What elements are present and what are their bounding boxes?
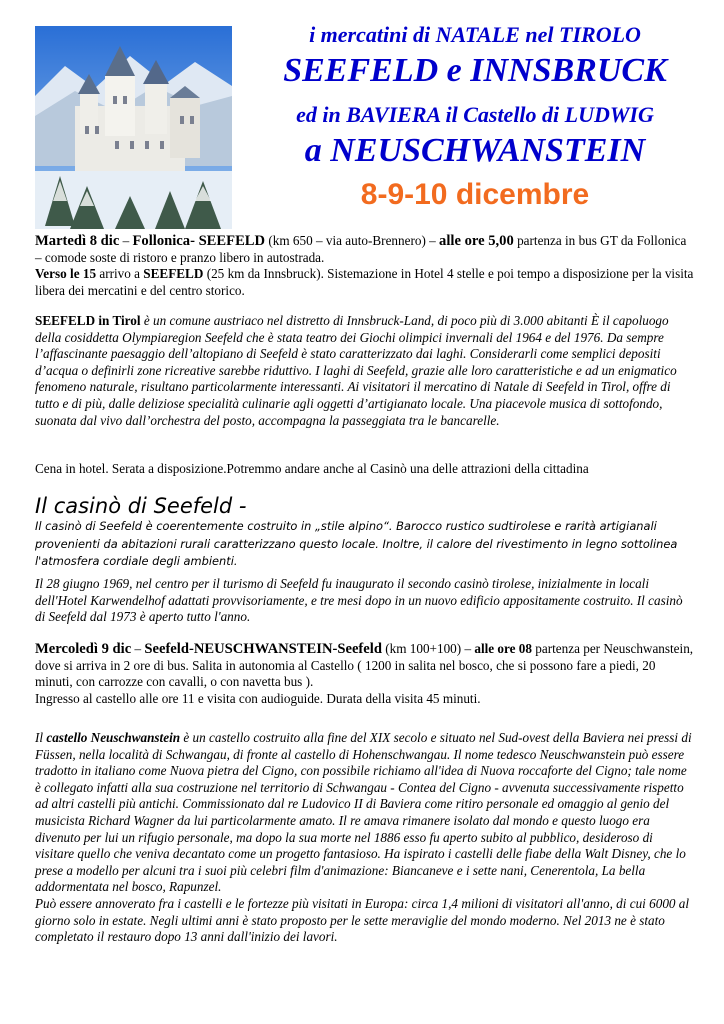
- day2-date: Mercoledì 9 dic: [35, 641, 132, 657]
- castle-photo: [35, 26, 232, 229]
- header-title-neuschwanstein: a NEUSCHWANSTEIN: [304, 132, 646, 169]
- day2-sep: –: [131, 641, 145, 656]
- seefeld-description: [35, 313, 695, 429]
- castle-description: [35, 730, 695, 946]
- day1-arrival-time: Verso le 15: [35, 266, 97, 282]
- day2-paragraph: [35, 641, 695, 707]
- day1-details: partenza in bus GT da Follonica – comode soste di ristoro e pranzo libero in autostrada.: [35, 233, 687, 265]
- day1-date: Martedì 8 dic: [35, 233, 120, 249]
- day2-entry: Ingresso al castello alle ore 11 e visita con audioguide. Durata della visita 45 minuti.: [35, 690, 481, 706]
- trip-dates: 8-9-10 dicembre: [360, 178, 590, 211]
- day2-route: Seefeld-NEUSCHWANSTEIN-Seefeld: [144, 641, 382, 657]
- castle-text: è un castello costruito alla fine del XIX secolo e situato nel Sud-ovest della Baviera nei pressi di Füssen, nella località di Schwangau, di fronte al castello di Hohenschwangau. Il nome tedesco Neuschwanstein può essere tradotto in italiano come Nuova pietra del Cigno, con possibile richiamo all'idea di Nuova roccaforte del Cigno; tale nome è collegato infatti alla sua costruzione nel territorio di Schwangau - Contea del Cigno - avvenuta successivamente rispetto ad altri castelli più antichi. Commissionato dal re Ludovico II di Baviera come ritiro personale ed omaggio al genio del musicista Richard Wagner da lui particolarmente amato. Il re amava rimanere isolato dal mondo e questo luogo era divenuto per lui un rifugio personale, ma dopo la sua morte nel 1886 esso fu aperto subito al pubblico, desideroso di visitare quello che veniva decantato come un progetto fantasioso. Ha ispirato i castelli delle fiabe della Walt Disney, che lo prese a modello per alcuni tra i suoi più celebri film d'animazione: Biancaneve e i sette nani, Cenerentola, La bella addormentata nel bosco, Rapunzel.: [35, 730, 692, 895]
- seefeld-text: è un comune austriaco nel distretto di Innsbruck-Land, di poco più di 3.000 abitanti È il capoluogo della cosiddetta Olympiaregion Seefeld che è stata teatro dei Giochi olimpici invernali del 1964 e del 1976. Da sempre l’affascinante paesaggio dell’altopiano di Seefeld è stato caratterizzato dai laghi. Considerarli come semplici depositi d’acqua o definirli zone ricreative sarebbe riduttivo. I laghi di Seefeld, grazie alle loro caratteristiche e ad un enigmatico fenomeno naturale, risultano particolarmente interessanti. Ai visitatori il mercatino di Natale di Seefeld in Tirol, offre di tutto e di più, dalle deliziose specialità culinarie agli oggetti d’artigianato locale. Una piacevole musica di sottofondo, suonata dal vivo dall’orchestra del posto, accompagna la passeggiata tra le bancarelle.: [35, 313, 677, 428]
- evening-text: Cena in hotel. Serata a disposizione.Potremmo andare anche al Casinò una delle attrazioni della cittadina: [35, 461, 589, 476]
- day1-km: (km 650 – via auto-Brennero) –: [265, 233, 440, 248]
- castle-visitors: Può essere annoverato fra i castelli e le fortezze più visitati in Europa: circa 1,4 milioni di visitatori all'anno, di cui 6000 al giorno solo in estate. Negli ultimi anni è stato proposto per le sette meraviglie del mondo moderno. Nel 2013 ne è stato completato il restauro dopo 13 anni dall'inizio dei lavori.: [35, 895, 690, 945]
- day1-arrival-place: SEEFELD: [143, 266, 204, 282]
- day2-details: partenza per Neuschwanstein, dove si arriva in 2 ore di bus. Salita in autonomia al Castello ( 1200 in salita nel bosco, che si possono fare a piedi, 20 minuti, con carrozze con cavalli, o con navetta bus ).: [35, 641, 694, 690]
- header-subtitle-baviera: ed in BAVIERA il Castello di LUDWIG: [296, 102, 654, 127]
- header-title-seefeld: SEEFELD e INNSBRUCK: [283, 52, 667, 89]
- day2-km: (km 100+100) –: [381, 641, 475, 656]
- castle-name: castello Neuschwanstein: [46, 730, 181, 745]
- casino-description: Il casinò di Seefeld è coerentemente costruito in „stile alpino“. Barocco rustico sudtirolese e rarità artigianali provenienti da abitazioni rurali caratterizzano questo locale. Inoltre, il calore del rivestimento in legno sottolinea l'atmosfera cordiale degli ambienti.: [35, 519, 678, 568]
- casino-history: Il 28 giugno 1969, nel centro per il turismo di Seefeld fu inaugurato il secondo casinò tirolese, inizialmente in locali dell'Hotel Karwendelhof adattati provvisoriamente, e tre mesi dopo in un nuovo edificio appositamente costruito. Il casinò di Seefeld dal 1973 è aperto tutto l'anno.: [35, 576, 683, 625]
- header-subtitle: i mercatini di NATALE nel TIROLO: [309, 22, 641, 47]
- day1-arrival-details: (25 km da Innsbruck). Sistemazione in Hotel 4 stelle e poi tempo a disposizione per la visita libera dei mercatini e del centro storico.: [35, 266, 694, 298]
- day1-arrival-text: arrivo a: [96, 266, 144, 282]
- day1-paragraph: [35, 233, 695, 299]
- castle-pre: Il: [35, 730, 47, 745]
- day1-sep: –: [119, 233, 133, 248]
- day1-time: alle ore 5,00: [439, 233, 514, 249]
- day2-time: alle ore 08: [474, 641, 532, 656]
- seefeld-name: SEEFELD in Tirol: [35, 313, 141, 328]
- day1-route: Follonica- SEEFELD: [132, 233, 266, 249]
- casino-title: Il casinò di Seefeld -: [35, 494, 247, 518]
